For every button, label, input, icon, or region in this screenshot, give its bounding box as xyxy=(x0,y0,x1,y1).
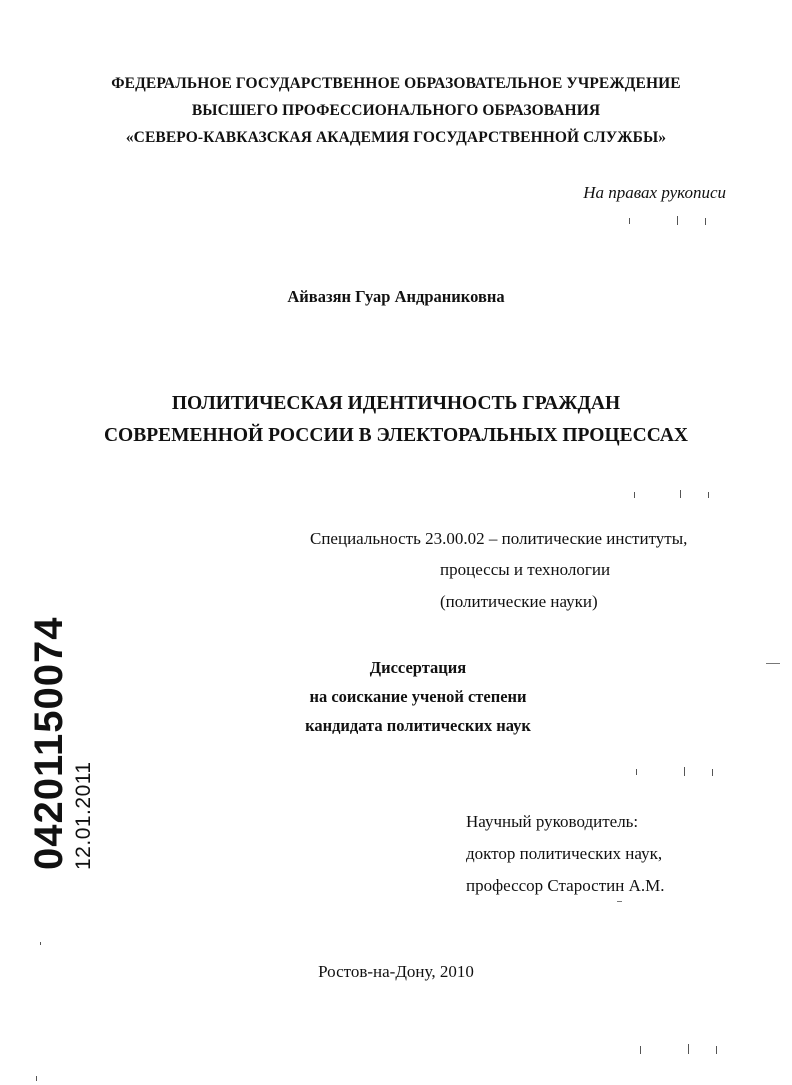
supervisor-line-2: доктор политических наук, xyxy=(466,844,663,863)
city-year: Ростов-на-Дону, 2010 xyxy=(318,962,474,981)
scan-mark xyxy=(677,216,678,225)
scan-mark xyxy=(684,767,685,776)
scan-mark xyxy=(680,490,681,498)
institution-line-3: «СЕВЕРО-КАВКАЗСКАЯ АКАДЕМИЯ ГОСУДАРСТВЕННОЙ СЛУЖБЫ» xyxy=(125,129,667,146)
manuscript-note: На правах рукописи xyxy=(583,183,726,202)
supervisor-line-3: профессор Старостин А.М. xyxy=(466,876,665,895)
dissertation-title xyxy=(0,388,792,452)
scan-mark xyxy=(688,1044,689,1054)
scan-mark xyxy=(640,1046,641,1054)
scan-mark xyxy=(617,901,622,902)
degree-line-2: на соискание ученой степени xyxy=(309,687,527,706)
scan-mark xyxy=(708,492,709,498)
specialty-line-1: Специальность 23.00.02 – политические институты, xyxy=(310,529,688,548)
author-name: Айвазян Гуар Андраниковна xyxy=(287,287,505,306)
dissertation-degree xyxy=(275,653,561,740)
scan-mark xyxy=(40,942,41,945)
specialty-line-2: процессы и технологии xyxy=(440,560,611,579)
degree-line-3: кандидата политических наук xyxy=(305,716,531,735)
specialty-line-3: (политические науки) xyxy=(440,592,598,611)
scan-mark xyxy=(629,218,630,224)
institution-header xyxy=(0,70,792,151)
title-line-2: СОВРЕМЕННОЙ РОССИИ В ЭЛЕКТОРАЛЬНЫХ ПРОЦЕССАХ xyxy=(103,425,689,446)
scan-mark xyxy=(712,769,713,776)
library-stamp xyxy=(27,617,97,871)
institution-line-2: ВЫСШЕГО ПРОФЕССИОНАЛЬНОГО ОБРАЗОВАНИЯ xyxy=(191,102,601,119)
scan-mark xyxy=(705,218,706,225)
title-line-1: ПОЛИТИЧЕСКАЯ ИДЕНТИЧНОСТЬ ГРАЖДАН xyxy=(171,393,621,414)
scan-mark xyxy=(634,492,635,498)
degree-line-1: Диссертация xyxy=(369,658,467,677)
stamp-date: 12.01.2011 xyxy=(72,761,95,870)
scan-mark xyxy=(36,1076,37,1081)
supervisor-block xyxy=(466,806,664,902)
supervisor-line-1: Научный руководитель: xyxy=(466,812,639,831)
stamp-number: 04201150074 xyxy=(27,616,71,870)
scan-mark xyxy=(766,663,780,664)
institution-line-1: ФЕДЕРАЛЬНОЕ ГОСУДАРСТВЕННОЕ ОБРАЗОВАТЕЛЬНОЕ УЧРЕЖДЕНИЕ xyxy=(111,75,681,92)
scan-mark xyxy=(716,1046,717,1054)
scan-mark xyxy=(636,769,637,775)
